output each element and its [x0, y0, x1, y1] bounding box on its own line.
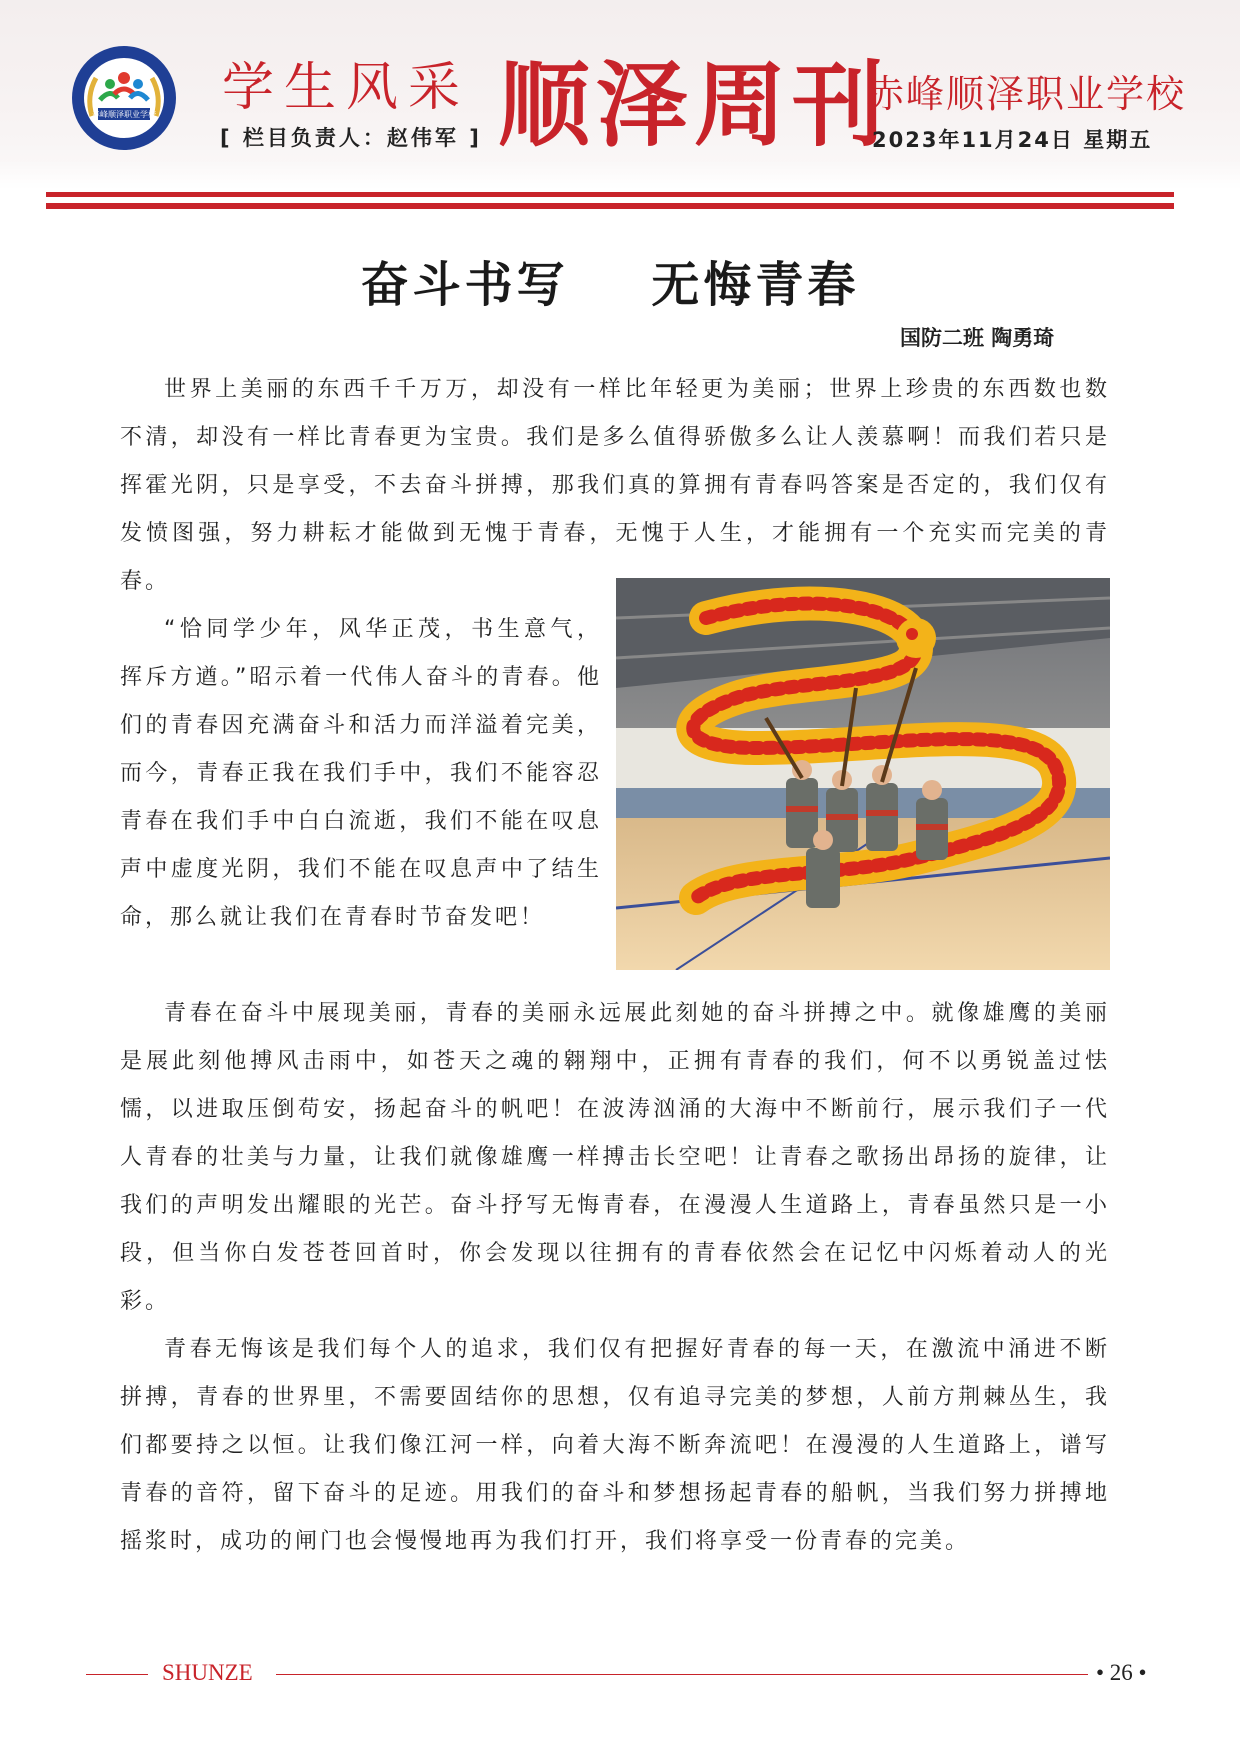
- issue-date: 2023年11月24日 星期五: [872, 128, 1153, 152]
- paragraph-text: 青春在奋斗中展现美丽，青春的美丽永远展此刻她的奋斗拼搏之中。就像雄鹰的美丽是展此刻他搏风击雨中，如苍天之魂的翱翔中，正拥有青春的我们，何不以勇锐盖过怯懦，以进取压倒苟安，扬起奋斗的帆吧！在波涛汹涌的大海中不断前行，展示我们子一代人青春的壮美与力量，让我们就像雄鹰一样搏击长空吧！让青春之歌扬出昂扬的旋律，让我们的声明发出耀眼的光芒。奋斗抒写无悔青春，在漫漫人生道路上，青春虽然只是一小段，但当你白发苍苍回首时，你会发现以往拥有的青春依然会在记忆中闪烁着动人的光彩。: [120, 1001, 1110, 1314]
- article-byline: 国防二班 陶勇琦: [900, 326, 1055, 350]
- school-name: 赤峰顺泽职业学校: [866, 72, 1187, 116]
- paragraph-text: 世界上美丽的东西千千万万，却没有一样比年轻更为美丽；世界上珍贵的东西数也数不清，却没有一样比青春更为宝贵。我们是多么值得骄傲多么让人羡慕啊！而我们若只是挥霍光阴，只是享受，不去奋斗拼搏，那我们真的算拥有青春吗答案是否定的，我们仅有发愤图强，努力耕耘才能做到无愧于青春，无愧于人生，才能拥有一个充实而完美的青春。: [120, 377, 1110, 594]
- header-rule: [46, 203, 1174, 209]
- column-title: 学生风采: [222, 58, 471, 118]
- article-paragraph-2: [120, 606, 602, 942]
- footer-rule: [276, 1674, 1088, 1675]
- paragraph-text: “恰同学少年，风华正茂，书生意气，挥斥方遒。”昭示着一代伟人奋斗的青春。他们的青春因充满奋斗和活力而洋溢着完美，而今，青春正我在我们手中，我们不能容忍青春在我们手中白白流逝，我们不能在叹息声中虚度光阴，我们不能在叹息声中了结生命，那么就让我们在青春时节奋发吧！: [120, 617, 602, 930]
- article-paragraph-1: [120, 366, 1110, 606]
- footer-rule: [86, 1674, 148, 1675]
- article-title: 奋斗书写 无悔青春: [360, 257, 860, 313]
- column-editor: [ 栏目负责人：赵伟军 ]: [220, 126, 482, 150]
- magazine-title: 顺泽周刊: [498, 52, 891, 159]
- header-rule: [46, 192, 1174, 197]
- logo-text: 赤峰顺泽职业学校: [92, 110, 156, 119]
- page-number: • 26 •: [1096, 1660, 1147, 1685]
- paragraph-text: 青春无悔该是我们每个人的追求，我们仅有把握好青春的每一天，在激流中涌进不断拼搏，青春的世界里，不需要固结你的思想，仅有追寻完美的梦想，人前方荆棘丛生，我们都要持之以恒。让我们像江河一样，向着大海不断奔流吧！在漫漫的人生道路上，谱写青春的音符，留下奋斗的足迹。用我们的奋斗和梦想扬起青春的船帆，当我们努力拼搏地摇浆时，成功的闸门也会慢慢地再为我们打开，我们将享受一份青春的完美。: [120, 1337, 1110, 1554]
- article-paragraph-3-4: [120, 990, 1110, 1566]
- footer-brand: SHUNZE: [162, 1660, 253, 1685]
- school-logo-icon: [70, 44, 178, 152]
- dragon-dance-photo-icon: [616, 578, 1110, 970]
